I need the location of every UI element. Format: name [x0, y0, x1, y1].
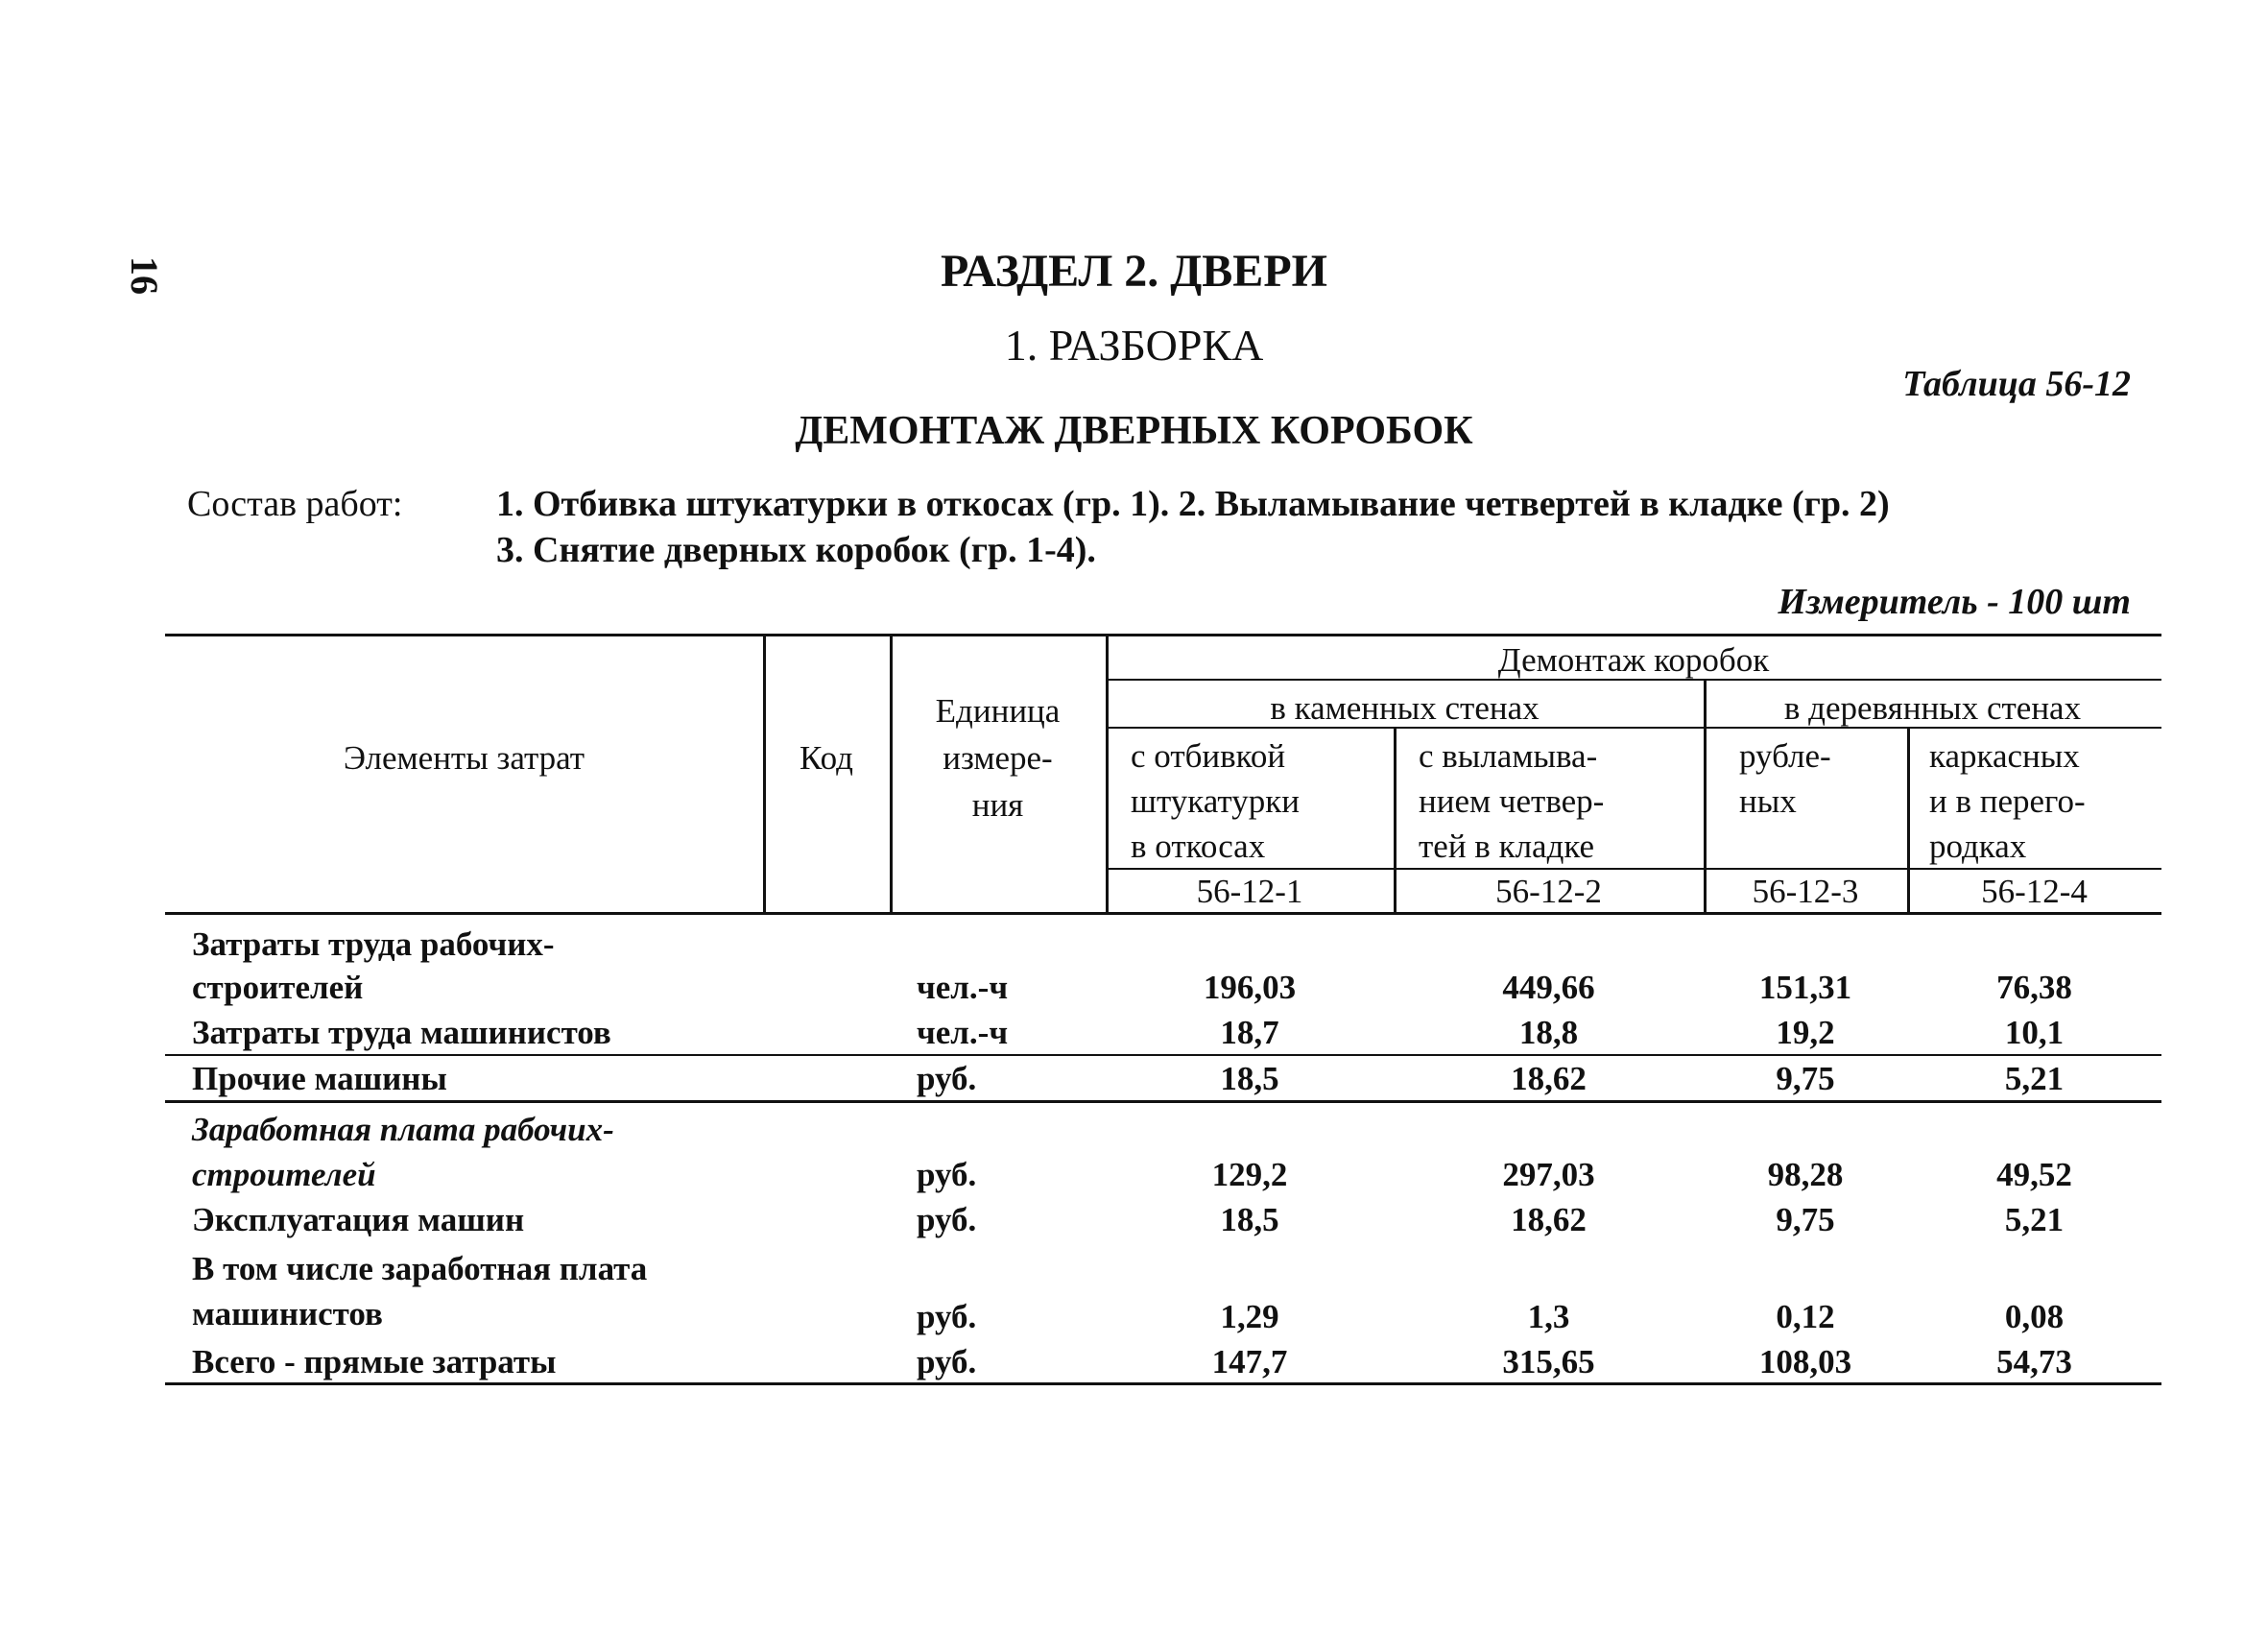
header-code: Код	[800, 739, 853, 777]
row-6-value-2: 1,3	[1527, 1298, 1570, 1335]
row-1-value-3: 151,31	[1758, 969, 1852, 1006]
row-1-name-line2: строителей	[192, 969, 364, 1006]
table-top-rule	[165, 634, 2161, 636]
row-4-name-line1: Заработная плата рабочих-	[192, 1111, 614, 1148]
table-title: ДЕМОНТАЖ ДВЕРНЫХ КОРОБОК	[795, 409, 1473, 453]
header-unit-line2: измере-	[943, 739, 1053, 777]
row-1-name-line1: Затраты труда рабочих-	[192, 925, 555, 963]
header-subgroup-wood: в деревянных стенах	[1783, 689, 2082, 727]
header-code-1: 56-12-1	[1196, 873, 1303, 910]
works-description-line2: 3. Снятие дверных коробок (гр. 1-4).	[496, 530, 1096, 570]
row-7-name-line1: Всего - прямые затраты	[192, 1343, 557, 1380]
row-2-value-4: 10,1	[2004, 1014, 2065, 1051]
header-subgroup-stone: в каменных стенах	[1270, 689, 1540, 727]
row-5-value-1: 18,5	[1220, 1201, 1279, 1238]
section-title: РАЗДЕЛ 2. ДВЕРИ	[941, 246, 1327, 297]
row-6-value-1: 1,29	[1220, 1298, 1279, 1335]
row-6-value-3: 0,12	[1776, 1298, 1835, 1335]
row-4-unit: руб.	[917, 1156, 977, 1193]
row-2-value-1: 18,7	[1220, 1014, 1279, 1051]
subsection-title: 1. РАЗБОРКА	[1004, 321, 1264, 370]
works-description-line1: 1. Отбивка штукатурки в откосах (гр. 1). 2. Выламывание четвертей в кладке (гр. 2)	[496, 484, 1890, 524]
header-col1-line3: в откосах	[1131, 828, 1266, 865]
header-col3-line1: рубле-	[1739, 737, 1831, 775]
row-3-unit: руб.	[917, 1060, 977, 1097]
row-2-value-2: 18,8	[1518, 1014, 1579, 1051]
row-3-value-2: 18,62	[1511, 1060, 1587, 1097]
header-col2-line1: с выламыва-	[1419, 737, 1598, 775]
row-4-value-1: 129,2	[1211, 1156, 1288, 1193]
header-unit-line3: ния	[971, 786, 1024, 824]
row-3-name-line1: Прочие машины	[192, 1060, 447, 1097]
row-2-name-line1: Затраты труда машинистов	[192, 1014, 611, 1051]
row-6-unit: руб.	[917, 1298, 977, 1335]
table-label: Таблица 56-12	[1902, 364, 2131, 404]
row-2-unit: чел.-ч	[917, 1014, 1009, 1051]
row-6-name-line1: В том числе заработная плата	[192, 1250, 648, 1287]
row-1-unit: чел.-ч	[917, 969, 1009, 1006]
row-6-value-4: 0,08	[2004, 1298, 2065, 1335]
header-col3-line2: ных	[1739, 782, 1797, 820]
row-6-name-line2: машинистов	[192, 1295, 383, 1332]
row-3-value-4: 5,21	[2004, 1060, 2065, 1097]
row-4-value-3: 98,28	[1767, 1156, 1844, 1193]
header-col4-line1: каркасных	[1929, 737, 2080, 775]
works-label: Состав работ:	[187, 484, 403, 524]
row-7-value-2: 315,65	[1502, 1343, 1595, 1380]
row-3-value-1: 18,5	[1220, 1060, 1279, 1097]
row-7-value-3: 108,03	[1758, 1343, 1852, 1380]
page-number: 16	[123, 256, 166, 295]
row-4-value-4: 49,52	[1996, 1156, 2072, 1193]
row-3-value-3: 9,75	[1776, 1060, 1835, 1097]
row-5-value-3: 9,75	[1776, 1201, 1835, 1238]
row-2-value-3: 19,2	[1776, 1014, 1835, 1051]
header-elements: Элементы затрат	[343, 739, 585, 777]
header-col2-line2: нием четвер-	[1419, 782, 1605, 820]
row-5-name-line1: Эксплуатация машин	[192, 1201, 525, 1238]
header-col1-line1: с отбивкой	[1131, 737, 1286, 775]
header-col1-line2: штукатурки	[1131, 782, 1300, 820]
header-code-4: 56-12-4	[1981, 873, 2088, 910]
row-1-value-1: 196,03	[1203, 969, 1297, 1006]
header-unit-line1: Единица	[935, 692, 1061, 730]
header-code-2: 56-12-2	[1495, 873, 1602, 910]
row-4-name-line2: строителей	[192, 1156, 376, 1193]
row-1-value-4: 76,38	[1996, 969, 2072, 1006]
row-5-value-4: 5,21	[2004, 1201, 2065, 1238]
header-col4-line2: и в перего-	[1929, 782, 2086, 820]
unit-note: Измеритель - 100 шт	[1778, 582, 2131, 622]
row-7-value-1: 147,7	[1211, 1343, 1288, 1380]
row-4-value-2: 297,03	[1502, 1156, 1595, 1193]
row-5-value-2: 18,62	[1511, 1201, 1587, 1238]
row-7-unit: руб.	[917, 1343, 977, 1380]
row-5-unit: руб.	[917, 1201, 977, 1238]
header-col4-line3: родках	[1929, 828, 2027, 865]
row-1-value-2: 449,66	[1502, 969, 1595, 1006]
header-group: Демонтаж коробок	[1497, 641, 1770, 679]
header-code-3: 56-12-3	[1752, 873, 1859, 910]
header-col2-line3: тей в кладке	[1419, 828, 1595, 865]
row-7-value-4: 54,73	[1996, 1343, 2072, 1380]
